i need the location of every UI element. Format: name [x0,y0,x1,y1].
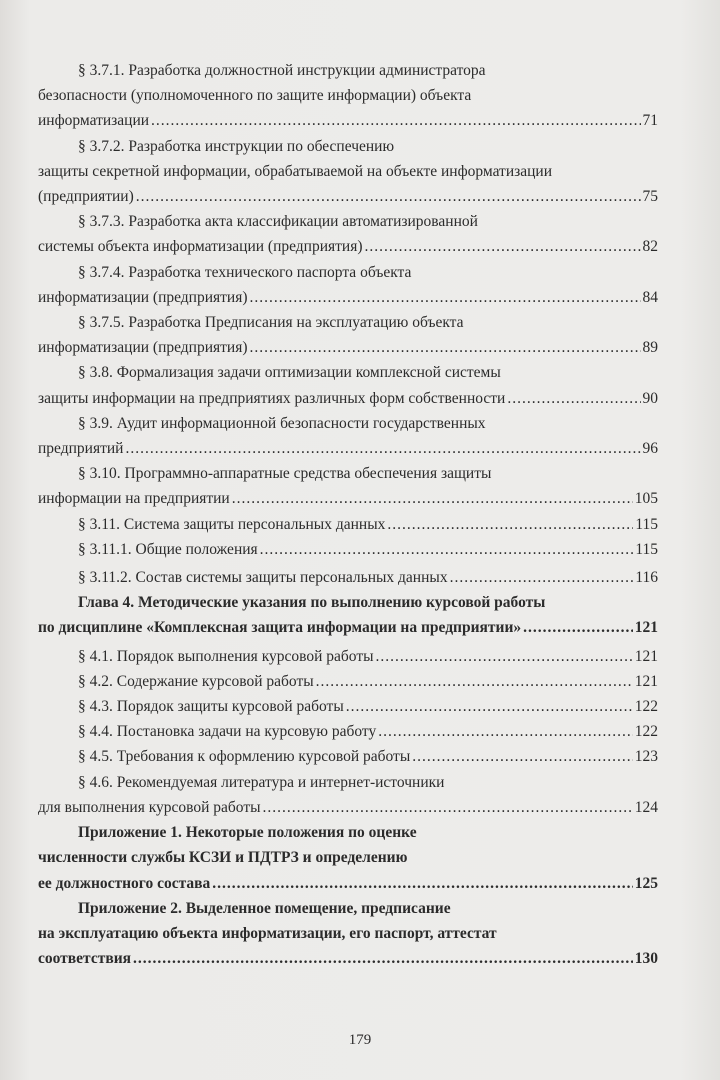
page-number: 179 [348,1032,372,1048]
toc-entry-line: Приложение 2. Выделенное помещение, предписание [78,899,451,917]
toc-page-number: 121 [634,619,658,637]
dot-leader [376,644,633,669]
toc-entry [38,719,658,744]
toc-page-number: 116 [635,569,658,587]
toc-entry-line: § 4.6. Рекомендуемая литература и интернет-источники [78,773,445,791]
toc-entry-line [38,615,658,640]
toc-entry-text: § 4.5. Требования к оформлению курсовой работы [78,748,411,766]
toc-entry-line [38,871,658,896]
toc-page-number: 115 [635,540,658,558]
toc-page-number: 75 [642,188,658,206]
toc-entry [38,896,658,972]
dot-leader [346,694,633,719]
dot-leader [523,615,633,640]
toc-entry-line [38,184,658,209]
toc-entry-text: системы объекта информатизации (предприятия) [38,238,363,256]
toc-entry-line [38,946,658,971]
toc-entry-line [38,537,658,562]
dot-leader [365,234,641,259]
dot-leader [250,285,641,310]
dot-leader [507,386,640,411]
toc-entry-line: § 3.7.5. Разработка Предписания на эксплуатацию объекта [78,314,464,332]
dot-leader [378,719,633,744]
toc-entry-line [38,234,658,259]
toc-entry [38,310,658,360]
toc-entry [38,744,658,769]
toc-page-number: 84 [642,288,658,306]
dot-leader [263,795,633,820]
dot-leader [387,512,633,537]
toc-entry-line [38,669,658,694]
toc-entry-line [38,565,658,590]
toc-entry-line: § 3.7.2. Разработка инструкции по обеспечению [78,137,395,155]
toc-entry-line: безопасности (уполномоченного по защите информации) объекта [38,87,472,105]
toc-entry [38,644,658,669]
toc-entry-text: § 4.3. Порядок защиты курсовой работы [78,698,344,716]
toc-entry-line: § 3.7.3. Разработка акта классификации автоматизированной [78,213,478,231]
toc-entry-line: § 3.9. Аудит информационной безопасности государственных [78,414,486,432]
toc-entry-text: § 3.11.2. Состав системы защиты персональных данных [78,569,448,587]
toc-entry-line [38,285,658,310]
toc-entry [38,669,658,694]
toc-entry-line [38,694,658,719]
toc-entry [38,134,658,210]
toc-entry-line [38,512,658,537]
toc-page-number: 123 [634,748,658,766]
toc-entry [38,209,658,259]
toc-entry-text: § 3.11. Система защиты персональных данных [78,515,386,533]
toc-entry-line [38,486,658,511]
toc-entry [38,537,658,562]
toc-page-number: 125 [634,874,658,892]
toc-entry-text: информатизации (предприятия) [38,288,248,306]
toc-page-number: 115 [635,515,658,533]
toc-entry-text: § 4.4. Постановка задачи на курсовую работу [78,723,377,741]
toc-entry-line [38,436,658,461]
toc-entry-line: численности службы КСЗИ и ПДТРЗ и определению [38,849,408,867]
toc-entry-line: § 3.7.4. Разработка технического паспорта объекта [78,263,412,281]
toc-entry [38,590,658,640]
toc-entry [38,820,658,896]
toc-entry-text: ее должностного состава [38,874,211,892]
toc-entry-text: информации на предприятии [38,490,230,508]
toc-entry-line [38,335,658,360]
toc-entry-line: на эксплуатацию объекта информатизации, его паспорт, аттестат [38,924,497,942]
toc-entry-text: информатизации [38,112,150,130]
toc-entry [38,360,658,410]
toc-entry-line: защиты секретной информации, обрабатываемой на объекте информатизации [38,162,553,180]
toc-page-number: 121 [634,672,658,690]
toc-entry-line [38,719,658,744]
toc-page-number: 105 [634,490,658,508]
toc-entry [38,565,658,590]
toc-entry-line: Глава 4. Методические указания по выполнению курсовой работы [78,594,546,612]
dot-leader [450,565,634,590]
toc-entry [38,770,658,820]
toc-entry [38,260,658,310]
toc-entry-text: защиты информации на предприятиях различных форм собственности [38,389,506,407]
toc-entry-text: информатизации (предприятия) [38,339,248,357]
dot-leader [125,436,640,461]
toc-entry-line [38,744,658,769]
toc-entry-text: предприятий [38,440,124,458]
dot-leader [136,184,641,209]
toc-page-number: 96 [642,440,658,458]
toc-page-number: 122 [634,698,658,716]
table-of-contents [38,58,658,971]
dot-leader [133,946,633,971]
toc-page-number: 89 [642,339,658,357]
toc-page-number: 124 [634,798,658,816]
toc-entry-line [38,108,658,133]
dot-leader [151,108,640,133]
dot-leader [212,871,632,896]
dot-leader [232,486,633,511]
toc-entry-line [38,386,658,411]
toc-entry [38,512,658,537]
toc-entry-line: Приложение 1. Некоторые положения по оценке [78,824,417,842]
toc-entry [38,694,658,719]
dot-leader [260,537,634,562]
toc-entry-line [38,795,658,820]
toc-page-number: 122 [634,723,658,741]
toc-page-number: 71 [642,112,658,130]
dot-leader [250,335,641,360]
toc-page-number: 90 [642,389,658,407]
toc-entry-text: соответствия [38,950,132,968]
toc-entry-line: § 3.8. Формализация задачи оптимизации комплексной системы [78,364,501,382]
toc-page-number: 82 [642,238,658,256]
toc-page-number: 121 [634,647,658,665]
toc-entry [38,58,658,134]
toc-page-number: 130 [634,950,658,968]
toc-entry-text: (предприятии) [38,188,134,206]
toc-entry-text: § 4.2. Содержание курсовой работы [78,672,314,690]
toc-entry-text: § 3.11.1. Общие положения [78,540,258,558]
toc-entry-line: § 3.7.1. Разработка должностной инструкции администратора [78,62,486,79]
dot-leader [412,744,633,769]
toc-entry-line [38,644,658,669]
toc-entry-line: § 3.10. Программно-аппаратные средства обеспечения защиты [78,465,492,483]
toc-entry [38,411,658,461]
toc-entry-text: § 4.1. Порядок выполнения курсовой работы [78,647,374,665]
dot-leader [316,669,633,694]
toc-entry-text: для выполнения курсовой работы [38,798,261,816]
toc-entry-text: по дисциплине «Комплексная защита информации на предприятии» [38,619,522,637]
toc-entry [38,461,658,511]
